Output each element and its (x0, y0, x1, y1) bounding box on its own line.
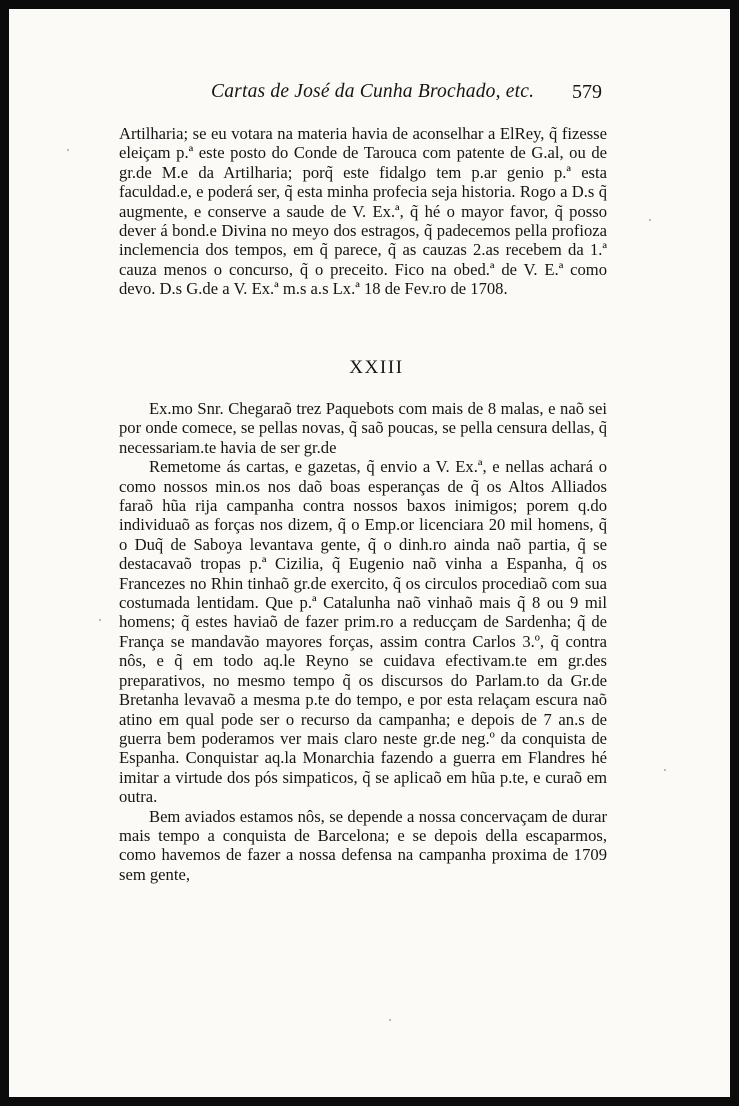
running-title: Cartas de José da Cunha Brochado, etc. (211, 81, 535, 102)
paragraph: Ex.mo Snr. Chegaraõ trez Paquebots com mais de 8 malas, e naõ sei por onde comece, se pellas novas, q̃ saõ poucas, se pella censura dellas, q̃ necessariam.te havia de ser gr.de (119, 399, 607, 457)
paragraph: Bem aviados estamos nôs, se depende a nossa concervaçam de durar mais tempo a conquista de Barcelona; e se depois della escaparmos, como havemos de fazer a nossa defensa na campanha proxima de 1709 sem gente, (119, 806, 607, 884)
running-head (9, 81, 730, 109)
page-number: 579 (572, 81, 602, 103)
previous-letter-ending (119, 124, 607, 299)
paper-speck (649, 219, 651, 221)
paper-speck (389, 1019, 391, 1021)
paper-speck (67, 149, 69, 151)
paragraph: Artilharia; se eu votara na materia havia de aconselhar a ElRey, q̃ fizesse eleiçam p.ª este posto do Conde de Tarouca com patente de G.al, ou de gr.de M.e da Artilharia; porq̃ este fidalgo tem p.ar genio p.ª esta faculdad.e, e poderá ser, q̃ esta minha profecia seja historia. Rogo a D.s q̃ augmente, e conserve a saude de V. Ex.ª, q̃ hé o mayor favor, q̃ posso dever á bond.e Divina no meyo dos estragos, q̃ padecemos pella profioza inclemencia dos tempos, em q̃ parece, q̃ as cauzas 2.as recebem da 1.ª cauza menos o concurso, q̃ o preceito. Fico na obed.ª de V. E.ª como devo. D.s G.de a V. Ex.ª m.s a.s Lx.ª 18 de Fev.ro de 1708. (119, 124, 607, 299)
letter-body (119, 399, 607, 884)
paper-speck (664, 769, 666, 771)
section-heading: XXIII (349, 357, 404, 378)
paper-speck (99, 619, 101, 621)
paragraph: Remetome ás cartas, e gazetas, q̃ envio a V. Ex.ª, e nellas achará o como nossos min.os nos daõ boas esperanças de q̃ os Altos Alliados faraõ hũa rija campanha contra nossos baxos inimigos; porem q.do individuaõ as forças nos dizem, q̃ o Emp.or licenciara 20 mil homens, q̃ o Duq̃ de Saboya levantava gente, q̃ o dinh.ro ainda naõ partia, q̃ se destacavaõ tropas p.ª Cizilia, q̃ Eugenio naõ vinha a Espanha, q̃ os Francezes no Rhin tinhaõ gr.de exercito, q̃ os circulos procediaõ com sua costumada lentidam. Que p.ª Catalunha naõ vinhaõ mais q̃ 8 ou 9 mil homens; q̃ estes haviaõ de fazer prim.ro a reducçam de Sardenha; q̃ de França se mandavão mayores forças, assim contra Carlos 3.º, q̃ contra nôs, e q̃ em todo aq.le Reyno se cuidava efectivam.te em gr.des preparativos, no mesmo tempo q̃ os discursos do Parlam.to da Gr.de Bretanha levavaõ a mesma p.te do tempo, e por esta relaçam escura naõ atino em qual pode ser o recurso da campanha; e depois de 7 an.s de guerra bem poderamos ver mais claro neste gr.de neg.º da conquista de Espanha. Conquistar aq.la Monarchia fazendo a guerra em Flandres hé imitar a virtude dos pós simpaticos, q̃ se aplicaõ em hũa p.te, e curaõ em outra. (119, 457, 607, 807)
